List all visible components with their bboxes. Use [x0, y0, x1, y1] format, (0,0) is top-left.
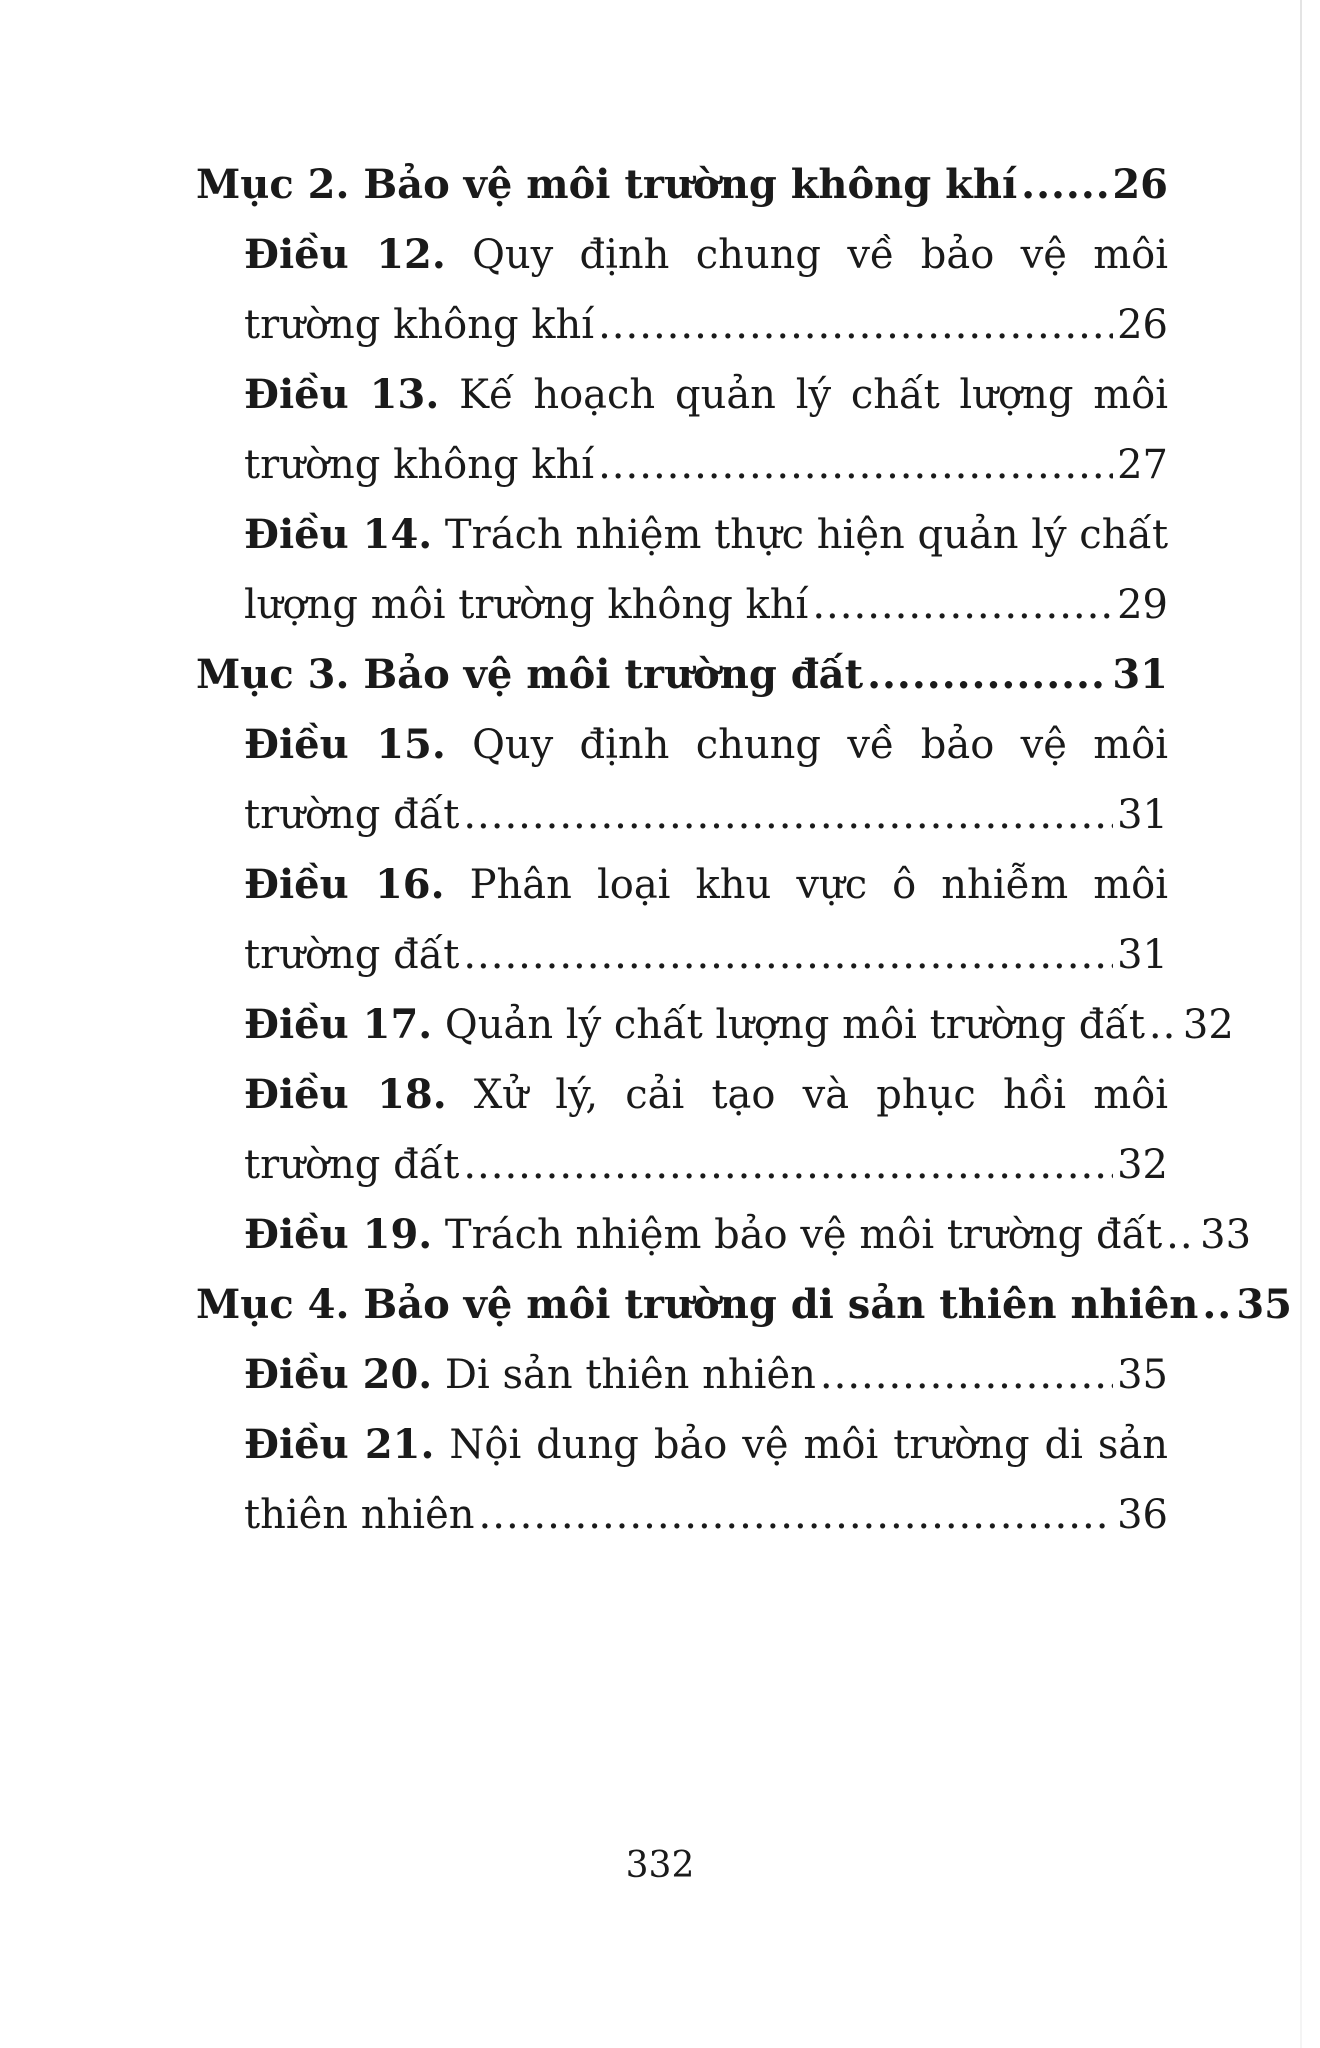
toc-label: Điều 19.	[244, 1211, 433, 1258]
toc-title-line1: Kế hoạch quản lý chất lượng môi	[459, 372, 1169, 418]
toc-page-number: 27	[1117, 442, 1168, 488]
toc-label: Điều 21.	[244, 1421, 435, 1468]
leader-dots	[479, 1480, 1114, 1550]
toc-title: Di sản thiên nhiên	[444, 1352, 816, 1398]
toc-title: Trách nhiệm bảo vệ môi trường đất	[444, 1212, 1163, 1258]
leader-dots	[463, 1130, 1113, 1200]
toc-title-line1: Nội dung bảo vệ môi trường di sản	[449, 1422, 1169, 1468]
toc-article-dieu-18	[244, 1060, 1168, 1200]
toc-page-number: 35	[1117, 1352, 1168, 1398]
toc-page-number: 31	[1117, 932, 1168, 978]
leader-dots	[1021, 150, 1108, 220]
toc-page-number: 26	[1117, 302, 1168, 348]
toc-title-line2: lượng môi trường không khí	[244, 582, 809, 628]
toc-title-line2: trường đất	[244, 932, 460, 978]
toc-label: Điều 12.	[244, 231, 446, 278]
toc-label: Điều 18.	[244, 1071, 447, 1118]
toc-page-number: 29	[1117, 582, 1168, 628]
toc-article-dieu-14	[244, 500, 1168, 640]
toc-title: Bảo vệ môi trường không khí	[363, 161, 1018, 208]
toc-article-dieu-19	[244, 1200, 1252, 1270]
leader-dots	[598, 430, 1113, 500]
toc-title: Bảo vệ môi trường di sản thiên nhiên	[363, 1281, 1199, 1328]
toc-page-number: 32	[1117, 1142, 1168, 1188]
toc-page-number: 32	[1182, 1002, 1234, 1048]
toc-label: Điều 13.	[244, 371, 440, 418]
scan-edge	[1300, 0, 1302, 2048]
toc-label: Điều 20.	[244, 1351, 433, 1398]
toc-label: Mục 4.	[196, 1281, 350, 1328]
toc-article-dieu-15	[244, 710, 1168, 850]
toc-label: Mục 3.	[196, 651, 350, 698]
toc-article-dieu-17	[244, 990, 1234, 1060]
toc-title-line2: trường đất	[244, 1142, 460, 1188]
toc-title-line1: Phân loại khu vực ô nhiễm môi	[469, 862, 1169, 908]
leader-dots	[463, 780, 1113, 850]
toc-page-number: 31	[1112, 651, 1168, 698]
toc-section-muc-2	[196, 150, 1168, 220]
toc-title-line1: Trách nhiệm thực hiện quản lý chất	[444, 512, 1169, 558]
toc-section-muc-3	[196, 640, 1168, 710]
toc-article-dieu-12	[244, 220, 1168, 360]
leader-dots	[463, 920, 1113, 990]
toc-title-line1: Xử lý, cải tạo và phục hồi môi	[473, 1072, 1169, 1118]
toc-title-line2: thiên nhiên	[244, 1492, 475, 1538]
leader-dots	[812, 570, 1113, 640]
leader-dots	[820, 1340, 1113, 1410]
leader-dots	[1202, 1270, 1232, 1340]
toc-page-number: 36	[1117, 1492, 1168, 1538]
leader-dots	[1149, 990, 1179, 1060]
toc-label: Điều 15.	[244, 721, 446, 768]
toc-title-line2: trường không khí	[244, 442, 595, 488]
leader-dots	[598, 290, 1113, 360]
toc-title-line1: Quy định chung về bảo vệ môi	[472, 232, 1168, 278]
toc-page-number: 31	[1117, 792, 1168, 838]
toc-label: Điều 17.	[244, 1001, 433, 1048]
toc-page-number: 35	[1236, 1281, 1293, 1328]
toc-section-muc-4	[196, 1270, 1293, 1340]
toc-title: Bảo vệ môi trường đất	[363, 651, 864, 698]
toc-article-dieu-13	[244, 360, 1168, 500]
toc-article-dieu-16	[244, 850, 1168, 990]
toc-page-number: 33	[1200, 1212, 1252, 1258]
toc-title: Quản lý chất lượng môi trường đất	[444, 1002, 1145, 1048]
page-number: 332	[625, 1845, 695, 1886]
toc-title-line2: trường không khí	[244, 302, 595, 348]
leader-dots	[1166, 1200, 1196, 1270]
toc-label: Mục 2.	[196, 161, 350, 208]
toc-page-number: 26	[1112, 161, 1168, 208]
toc-title-line1: Quy định chung về bảo vệ môi	[472, 722, 1168, 768]
table-of-contents	[196, 150, 1293, 1550]
toc-article-dieu-21	[244, 1410, 1168, 1550]
toc-label: Điều 14.	[244, 511, 433, 558]
toc-article-dieu-20	[244, 1340, 1168, 1410]
toc-label: Điều 16.	[244, 861, 445, 908]
toc-title-line2: trường đất	[244, 792, 460, 838]
leader-dots	[867, 640, 1108, 710]
